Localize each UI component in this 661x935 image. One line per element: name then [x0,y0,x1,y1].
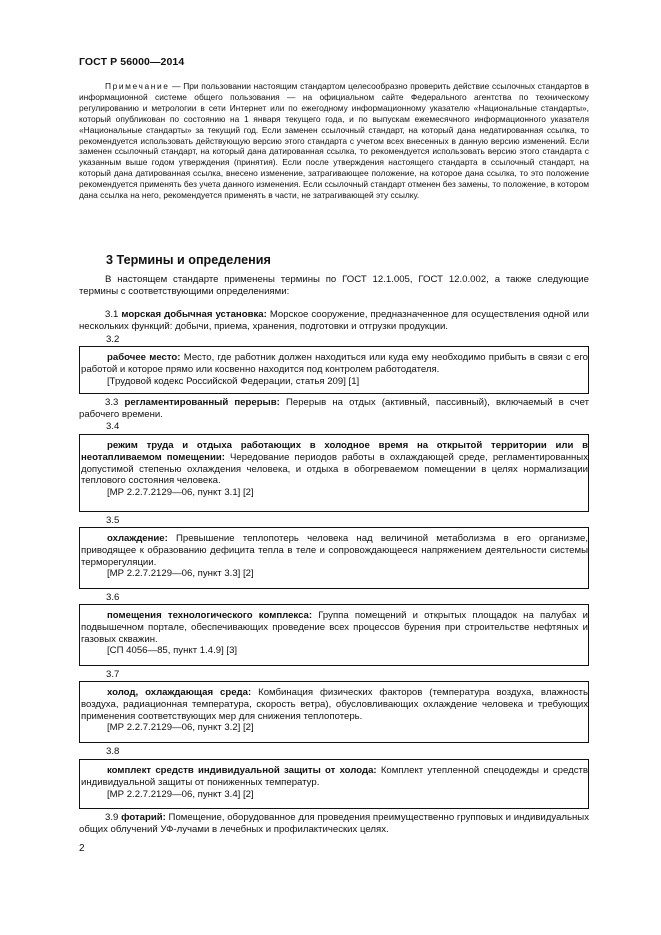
term-number-3-8: 3.8 [106,746,120,757]
term-name: режим труда и отдыха работающих в холодное время на открытой территории или в неотапливаемом помещении: [81,440,588,463]
document-header: ГОСТ Р 56000—2014 [79,56,185,68]
term-reference: [МР 2.2.7.2129—06, пункт 3.1] [2] [107,487,254,499]
term-text [80,765,588,789]
term-definition: Комбинация физических факторов (температура воздуха, влажность воздуха, радиационная температура, скорость ветра), обусловливающих охлаждение человека и требующих применения соответствующих мер для снижения теплопотерь. [81,687,588,722]
note-paragraph [79,81,589,201]
term-box-3-4 [79,434,589,512]
term-reference: [МР 2.2.7.2129—06, пункт 3.3] [2] [107,568,254,580]
term-3-9 [79,812,589,836]
term-number-3-4: 3.4 [106,421,120,432]
term-definition: Место, где работник должен находиться или куда ему необходимо прибыть в связи с его работой и которое прямо или косвенно находится под контролем работодателя. [81,352,588,375]
term-number-3-6: 3.6 [106,592,120,603]
term-name: холод, охлаждающая среда: [107,687,252,698]
term-number-3-7: 3.7 [106,669,120,680]
term-reference: [СП 4056—85, пункт 1.4.9] [3] [107,645,238,657]
section-intro: В настоящем стандарте применены термины по ГОСТ 12.1.005, ГОСТ 12.0.002, а также следующие термины с соответствующими определениями: [79,274,589,297]
term-box-3-8 [79,759,589,809]
term-number-3-2: 3.2 [106,334,120,345]
term-definition: Превышение теплопотерь человека над величиной метаболизма в его организме, приводящее к образованию дефицита тепла в теле и сопровождающееся напряжением деятельности системы терморегуляции. [81,533,588,568]
term-number: 3.9 [105,812,119,823]
term-number: 3.1 [105,309,119,320]
term-number-3-5: 3.5 [106,515,120,526]
term-reference: [Трудовой кодекс Российской Федерации, статья 209] [1] [107,375,360,387]
page-number: 2 [79,843,85,854]
term-reference: [МР 2.2.7.2129—06, пункт 3.2] [2] [107,722,254,734]
term-box-3-5 [79,527,589,589]
term-definition: Помещение, оборудованное для проведения преимущественно групповых и индивидуальных общих облучений УФ-лучами в лечебных и профилактических целях. [79,812,589,835]
term-name: охлаждение: [107,533,168,544]
term-definition: Перерыв на отдых (активный, пассивный), включаемый в счет рабочего времени. [79,397,589,420]
term-number: 3.3 [105,397,119,408]
term-text [80,440,588,487]
term-definition: Комплект утепленной спецодежды и средств индивидуальной защиты от пониженных температур. [81,765,588,788]
term-definition: Морское сооружение, предназначенное для осуществления одной или нескольких функций: добычи, приема, хранения, подготовки и отгрузки продукции. [79,309,589,332]
term-text [80,533,588,568]
term-name: фотарий: [121,812,166,823]
term-name: комплект средств индивидуальной защиты от холода: [107,765,377,776]
term-text [80,610,588,645]
term-3-3 [79,397,589,421]
section-title: 3 Термины и определения [106,253,271,267]
term-name: рабочее место: [107,352,181,363]
term-text [80,687,588,722]
term-box-3-6 [79,604,589,666]
term-text [80,352,588,376]
term-name: помещения технологического комплекса: [107,610,313,621]
term-definition: Чередование периодов работы в охлаждающей среде, регламентированных допустимой степенью охлаждения человека, и отдыха в обогреваемом помещении в целях нормализации теплового состояния человека. [81,451,588,487]
term-box-3-7 [79,681,589,743]
term-reference: [МР 2.2.7.2129—06, пункт 3.4] [2] [107,788,254,800]
term-definition: Группа помещений и открытых площадок на палубах и подвышечном портале, обеспечивающих проведение всех процессов бурения при строительстве нефтяных и газовых скважин. [81,610,588,645]
term-name: морская добычная установка: [121,309,267,320]
term-3-1 [79,309,589,333]
term-name: регламентированный перерыв: [124,397,280,408]
term-box-3-2 [79,346,589,394]
note-text: — При пользовании настоящим стандартом целесообразно проверить действие ссылочных стандартов в информационной системе общего пользования — на официальном сайте Федерального агентства по техническому регулированию и метрологии в сети Интернет или по ежегодному информационному указателю «Национальные стандарты», который опубликован по состоянию на 1 января текущего года, и по выпускам ежемесячного информационного указателя «Национальные стандарты» за текущий год. Если заменен ссылочный стандарт, на который дана недатированная ссылка, то рекомендуется использовать действующую версию этого стандарта с учетом всех внесенных в данную версию изменений. Если заменен ссылочный стандарт, на который дана датированная ссылка, то рекомендуется использовать версию этого стандарта с указанным выше годом утверждения (принятия). Если после утверждения настоящего стандарта в ссылочный стандарт, на который дана датированная ссылка, внесено изменение, затрагивающее положение, на которое дана ссылка, то это положение рекомендуется применять без учета данного изменения. Если ссылочный стандарт отменен без замены, то положение, в котором дана ссылка на него, рекомендуется применять в части, не затрагивающей эту ссылку. [79,81,589,201]
note-label: Примечание [105,81,170,91]
